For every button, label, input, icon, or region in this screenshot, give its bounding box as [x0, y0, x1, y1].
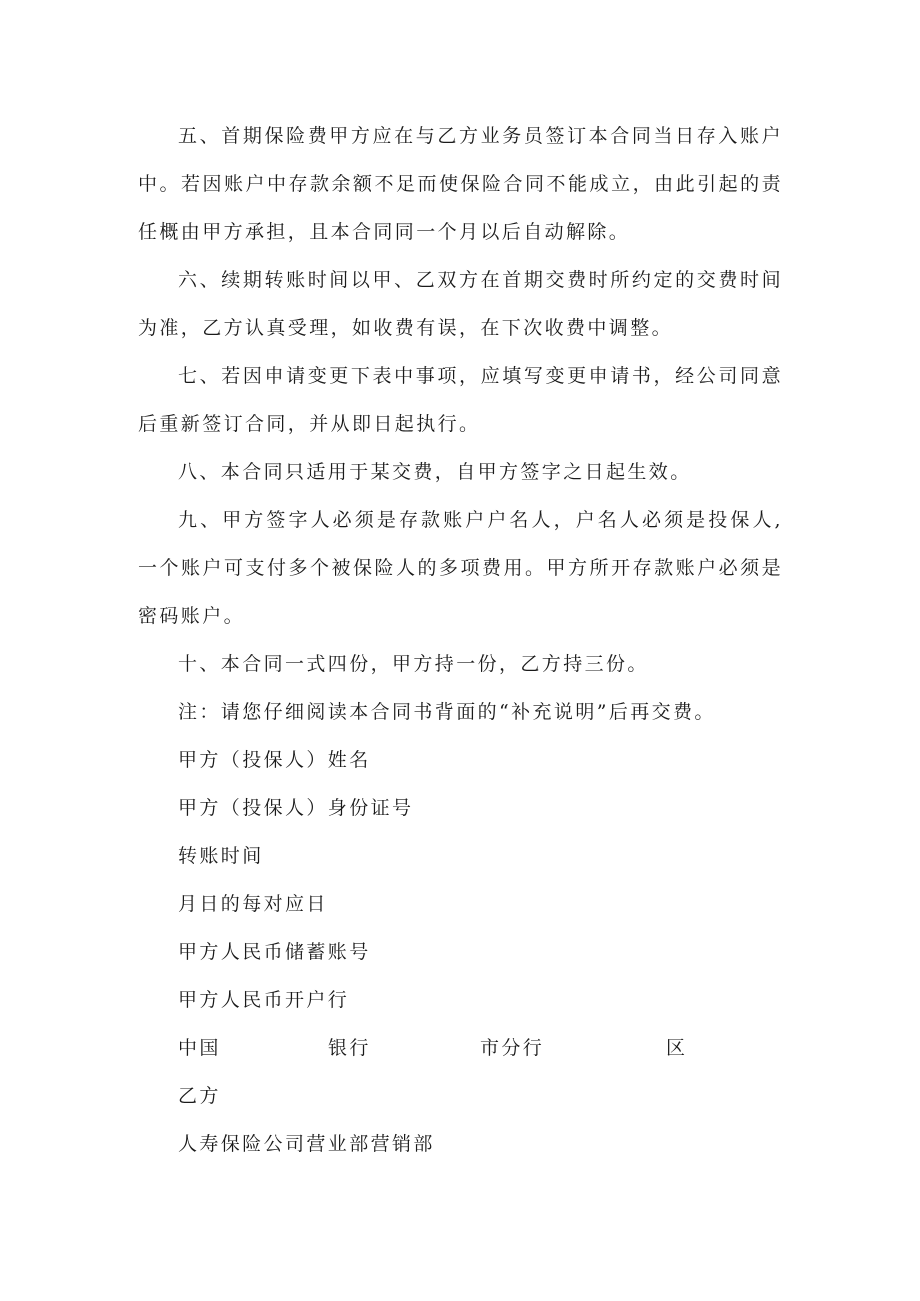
- field-rmb-account-label: 甲方人民币储蓄账号: [178, 941, 371, 963]
- bank-district-text: 区: [666, 1037, 688, 1059]
- bank-name-text: 银行: [328, 1037, 371, 1059]
- clause-9: 九、甲方签字人必须是存款账户户名人，户名人必须是投保人,一个账户可支付多个被保险人的多项费用。甲方所开存款账户必须是密码账户。: [138, 509, 783, 627]
- field-id-number-label: 甲方（投保人）身份证号: [178, 797, 414, 819]
- field-rmb-bank-label: 甲方人民币开户行: [178, 989, 350, 1011]
- clause-5: 五、首期保险费甲方应在与乙方业务员签订本合同当日存入账户中。若因账户中存款余额不足而使保险合同不能成立，由此引起的责任概由甲方承担，且本合同同一个月以后自动解除。: [138, 125, 783, 243]
- clause-6: 六、续期转账时间以甲、乙双方在首期交费时所约定的交费时间为准，乙方认真受理，如收费有误，在下次收费中调整。: [138, 269, 783, 339]
- note-text: 注：请您仔细阅读本合同书背面的“补充说明”后再交费。: [178, 701, 716, 723]
- party-b-name: 人寿保险公司营业部营销部: [178, 1133, 435, 1155]
- clause-8: 八、本合同只适用于某交费，自甲方签字之日起生效。: [178, 461, 692, 483]
- field-name-label: 甲方（投保人）姓名: [178, 749, 371, 771]
- bank-city-branch-text: 市分行: [480, 1037, 545, 1059]
- bank-branch-row: [138, 1024, 783, 1072]
- clause-10: 十、本合同一式四份，甲方持一份，乙方持三份。: [178, 653, 649, 675]
- field-transfer-time-label: 转账时间: [178, 845, 264, 867]
- clause-7: 七、若因申请变更下表中事项，应填写变更申请书，经公司同意后重新签订合同，并从即日起执行。: [138, 365, 783, 435]
- contract-body: [138, 112, 783, 1168]
- bank-country-text: 中国: [178, 1037, 221, 1059]
- party-b-label: 乙方: [178, 1085, 221, 1107]
- field-monthly-date-label: 月日的每对应日: [178, 893, 328, 915]
